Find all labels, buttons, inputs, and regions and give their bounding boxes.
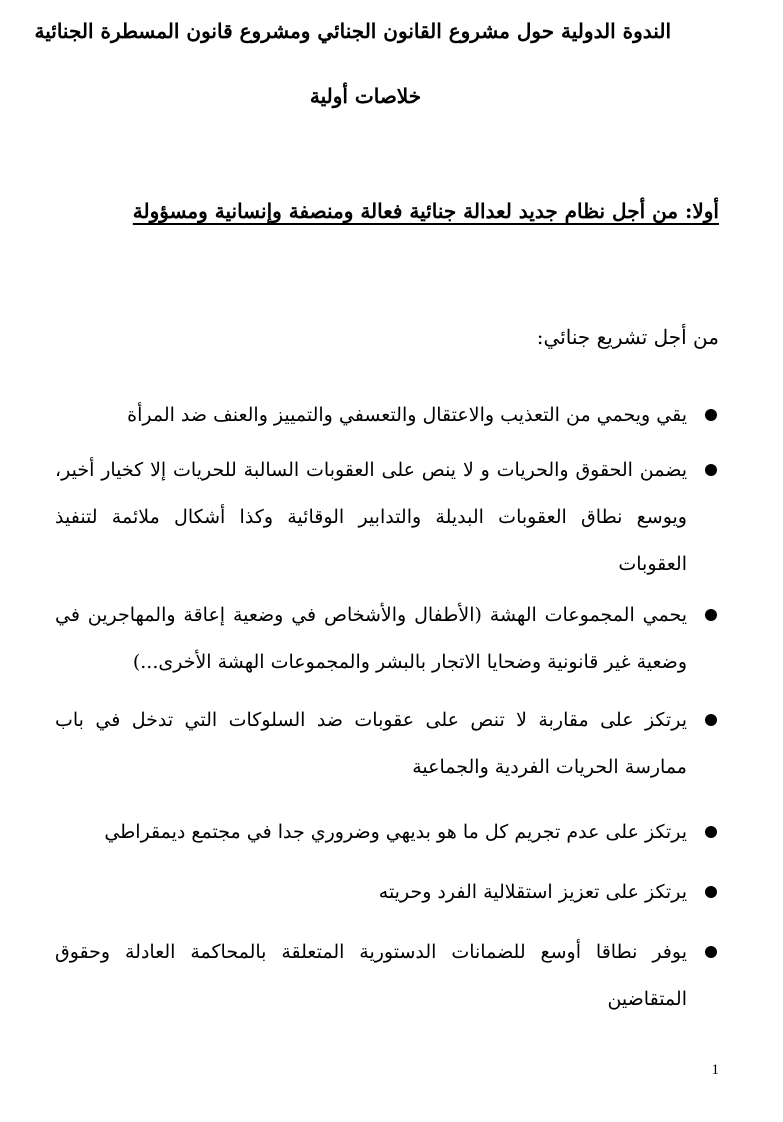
bullet-text: يحمي المجموعات الهشة (الأطفال والأشخاص في وضعية إعاقة والمهاجرين في وضعية غير قانونية وضحايا الاتجار بالبشر والمجموعات الهشة الأخرى...) xyxy=(55,604,687,673)
bullet-item xyxy=(55,592,719,697)
intro-text: من أجل تشريع جنائي: xyxy=(536,325,719,349)
document-subtitle: خلاصات أولية xyxy=(309,84,422,108)
bullet-dot-icon xyxy=(705,409,717,421)
bullet-text: يضمن الحقوق والحريات و لا ينص على العقوبات السالبة للحريات إلا كخيار أخير، ويوسع نطاق العقوبات البديلة والتدابير الوقائية وكذا أشكال ملائمة لتنفيذ العقوبات xyxy=(55,459,687,575)
bullet-text: يقي ويحمي من التعذيب والاعتقال والتعسفي والتمييز والعنف ضد المرأة xyxy=(127,404,687,426)
page-number: 1 xyxy=(711,1062,719,1078)
bullet-item xyxy=(55,392,719,447)
bullet-item xyxy=(55,697,719,809)
bullet-dot-icon xyxy=(705,946,717,958)
bullet-item xyxy=(55,869,719,929)
bullet-text: يرتكز على عدم تجريم كل ما هو بديهي وضروري جدا في مجتمع ديمقراطي xyxy=(104,821,687,843)
bullet-list xyxy=(55,392,719,1010)
bullet-dot-icon xyxy=(705,464,717,476)
bullet-dot-icon xyxy=(705,886,717,898)
bullet-text: يوفر نطاقا أوسع للضمانات الدستورية المتعلقة بالمحاكمة العادلة وحقوق المتقاضين xyxy=(55,941,687,1010)
bullet-dot-icon xyxy=(705,609,717,621)
bullet-dot-icon xyxy=(705,714,717,726)
bullet-text: يرتكز على تعزيز استقلالية الفرد وحريته xyxy=(378,881,687,903)
bullet-text: يرتكز على مقاربة لا تنص على عقوبات ضد السلوكات التي تدخل في باب ممارسة الحريات الفردية والجماعية xyxy=(55,709,687,778)
document-title: الندوة الدولية حول مشروع القانون الجنائي ومشروع قانون المسطرة الجنائية xyxy=(34,19,671,43)
bullet-dot-icon xyxy=(705,826,717,838)
bullet-item xyxy=(55,447,719,592)
bullet-item xyxy=(55,929,719,1010)
bullet-item xyxy=(55,809,719,869)
section-heading: أولا: من أجل نظام جديد لعدالة جنائية فعالة ومنصفة وإنسانية ومسؤولة xyxy=(132,199,719,223)
